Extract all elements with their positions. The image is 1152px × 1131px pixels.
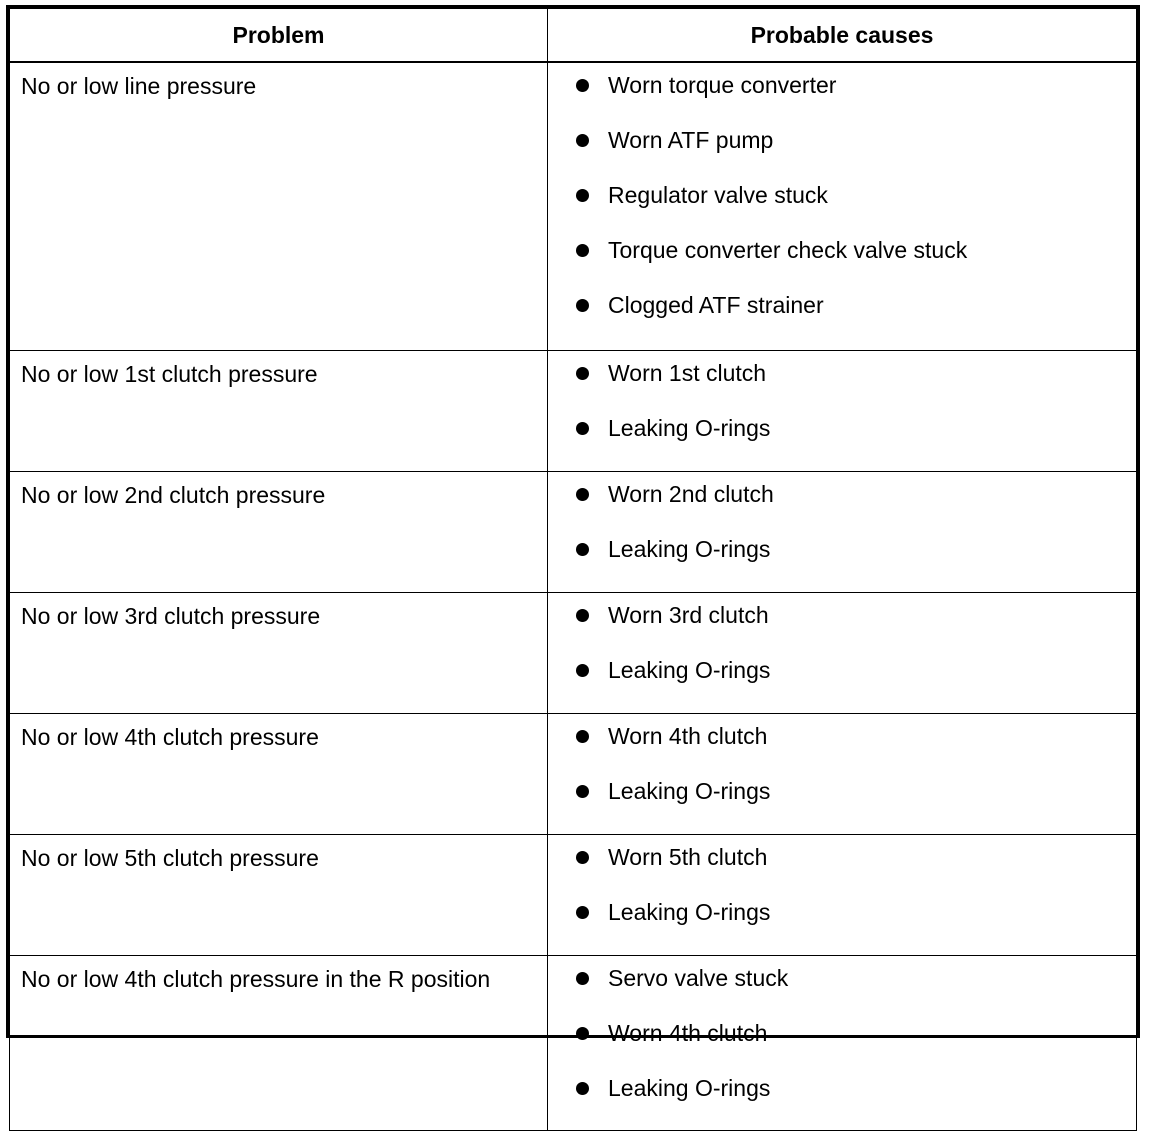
cause-text: Leaking O-rings	[608, 778, 771, 804]
bullet-icon	[576, 189, 589, 202]
cause-item	[548, 769, 1136, 824]
cause-text: Worn 5th clutch	[608, 844, 768, 870]
cause-text: Worn 3rd clutch	[608, 602, 769, 628]
bullet-icon	[576, 730, 589, 743]
cause-item	[548, 527, 1136, 582]
causes-cell	[548, 351, 1137, 472]
bullet-icon	[576, 422, 589, 435]
table-row	[10, 714, 1137, 835]
cause-text: Clogged ATF strainer	[608, 292, 824, 318]
cause-list	[548, 472, 1136, 582]
problem-cell: No or low 4th clutch pressure	[10, 714, 548, 835]
bullet-icon	[576, 785, 589, 798]
bullet-icon	[576, 367, 589, 380]
cause-item	[548, 173, 1136, 228]
cause-text: Worn 4th clutch	[608, 723, 768, 749]
cause-text: Worn 1st clutch	[608, 360, 767, 386]
cause-item	[548, 406, 1136, 461]
cause-list	[548, 351, 1136, 461]
bullet-icon	[576, 134, 589, 147]
troubleshooting-table	[9, 8, 1137, 1131]
cause-text: Worn torque converter	[608, 72, 837, 98]
causes-cell	[548, 714, 1137, 835]
cause-item	[548, 1066, 1136, 1121]
cause-text: Servo valve stuck	[608, 965, 789, 991]
bullet-icon	[576, 906, 589, 919]
bullet-icon	[576, 1027, 589, 1040]
cause-text: Leaking O-rings	[608, 415, 771, 441]
problem-cell: No or low 3rd clutch pressure	[10, 593, 548, 714]
cause-item	[548, 835, 1136, 890]
cause-item	[548, 118, 1136, 173]
cause-item	[548, 890, 1136, 945]
bullet-icon	[576, 299, 589, 312]
cause-text: Torque converter check valve stuck	[608, 237, 968, 263]
cause-item	[548, 593, 1136, 648]
cause-item	[548, 228, 1136, 283]
problem-cell: No or low 1st clutch pressure	[10, 351, 548, 472]
cause-item	[548, 283, 1136, 338]
cause-item	[548, 956, 1136, 1011]
cause-text: Leaking O-rings	[608, 899, 771, 925]
table-row	[10, 956, 1137, 1131]
troubleshooting-table-container	[6, 5, 1140, 1101]
cause-text: Leaking O-rings	[608, 657, 771, 683]
table-row	[10, 835, 1137, 956]
bullet-icon	[576, 543, 589, 556]
table-row	[10, 472, 1137, 593]
problem-cell: No or low 2nd clutch pressure	[10, 472, 548, 593]
cause-list	[548, 593, 1136, 703]
problem-cell: No or low 5th clutch pressure	[10, 835, 548, 956]
cause-list	[548, 956, 1136, 1121]
bullet-icon	[576, 1082, 589, 1095]
causes-cell	[548, 835, 1137, 956]
header-row	[10, 9, 1137, 63]
cause-item	[548, 63, 1136, 118]
bullet-icon	[576, 609, 589, 622]
cause-item	[548, 472, 1136, 527]
cause-list	[548, 835, 1136, 945]
cause-item	[548, 351, 1136, 406]
cause-item	[548, 1011, 1136, 1066]
cause-item	[548, 648, 1136, 703]
causes-cell	[548, 593, 1137, 714]
bullet-icon	[576, 79, 589, 92]
cause-list	[548, 63, 1136, 338]
cause-text: Worn 2nd clutch	[608, 481, 774, 507]
causes-column-header: Probable causes	[548, 9, 1137, 63]
causes-cell	[548, 956, 1137, 1131]
problem-column-header: Problem	[10, 9, 548, 63]
table-row	[10, 593, 1137, 714]
bullet-icon	[576, 851, 589, 864]
cause-text: Worn ATF pump	[608, 127, 774, 153]
cause-text: Regulator valve stuck	[608, 182, 828, 208]
bullet-icon	[576, 488, 589, 501]
table-row	[10, 351, 1137, 472]
problem-cell: No or low line pressure	[10, 62, 548, 351]
cause-item	[548, 714, 1136, 769]
table-row	[10, 62, 1137, 351]
bullet-icon	[576, 664, 589, 677]
bullet-icon	[576, 972, 589, 985]
cause-text: Worn 4th clutch	[608, 1020, 768, 1046]
bullet-icon	[576, 244, 589, 257]
cause-list	[548, 714, 1136, 824]
problem-cell: No or low 4th clutch pressure in the R position	[10, 956, 548, 1131]
causes-cell	[548, 472, 1137, 593]
cause-text: Leaking O-rings	[608, 536, 771, 562]
cause-text: Leaking O-rings	[608, 1075, 771, 1101]
causes-cell	[548, 62, 1137, 351]
